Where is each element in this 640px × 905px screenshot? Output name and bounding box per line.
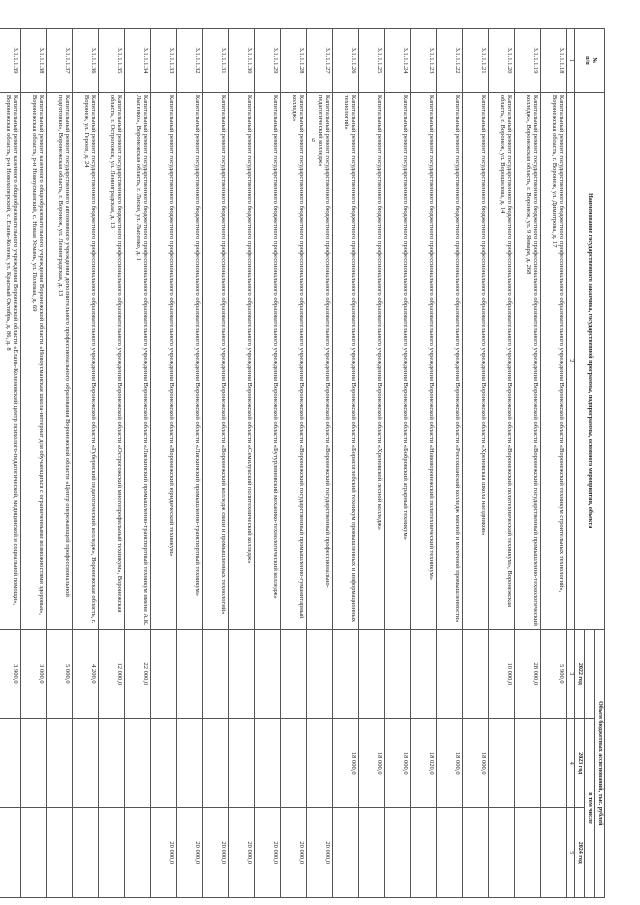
row-number: 3.1.1.1.28: [281, 29, 307, 93]
value-2023: [73, 719, 99, 808]
table-row: [177, 29, 203, 898]
value-2022: [203, 629, 229, 718]
value-2023: [489, 719, 515, 808]
row-name: Капитальный ремонт государственного бюджетного профессионального образовательного учреждения Воронежской области «Воронежский юридический техникум»: [151, 92, 177, 629]
row-number: 3.1.1.1.18: [541, 29, 567, 93]
row-number: 3.1.1.1.19: [515, 29, 541, 93]
value-2022: 12 000,0: [99, 629, 125, 718]
table-row: [21, 29, 47, 898]
value-2024: [437, 808, 463, 898]
value-2022: [385, 629, 411, 718]
row-number: 3.1.1.1.36: [73, 29, 99, 93]
row-name: Капитальный ремонт казенного общеобразовательного учреждения Воронежской области «Новоусманская школа-интернат для обучающихся с ограниченными возможностями здоровья», Воронежская область, р-н Новоусманский, с. Новая Усмань, ул. Полевая, д. 69: [21, 92, 47, 629]
header-num: № п/п: [575, 29, 605, 93]
row-name: Капитальный ремонт государственного бюджетного профессионального образовательного учреждения Воронежской области «Воронежский колледж связи и промышленных технологий»: [203, 92, 229, 629]
value-2023: 18 000,0: [359, 719, 385, 808]
row-number: 3.1.1.1.34: [125, 29, 151, 93]
value-2022: 3 900,0: [0, 629, 21, 718]
header-2022: 2022 год: [575, 629, 585, 718]
value-2024: [21, 808, 47, 898]
table-row: [411, 29, 437, 898]
header-2023: 2023 год: [575, 719, 585, 808]
row-number: 3.1.1.1.23: [411, 29, 437, 93]
rotated-page: [0, 28, 605, 898]
value-2024: 20 000,0: [307, 808, 333, 898]
value-2022: [359, 629, 385, 718]
row-name: Капитальный ремонт государственного бюджетного профессионального образовательного учреждения Воронежской области «Семилукский политехнический колледж»: [229, 92, 255, 629]
table-row: [281, 29, 307, 898]
value-2024: 20 000,0: [255, 808, 281, 898]
value-2023: [541, 719, 567, 808]
table-row: [463, 29, 489, 898]
row-name: Капитальный ремонт государственного автономного учреждения дополнительного профессионального образования Воронежской области «Центр опережающей профессиональной подготовки», Воронежская область, г. Воронеж, ул. Ленинградская, д. 13: [47, 92, 73, 629]
value-2023: 18 000,0: [385, 719, 411, 808]
row-name: Капитальный ремонт государственного бюджетного профессионального образовательного учреждения Воронежской области «Лискинский промышленно-транспортный техникум»: [177, 92, 203, 629]
table-row: [333, 29, 359, 898]
value-2023: [515, 719, 541, 808]
value-2024: [125, 808, 151, 898]
value-2022: 28 000,0: [515, 629, 541, 718]
header-incl: в том числе: [585, 719, 595, 898]
value-2024: [385, 808, 411, 898]
row-name: Капитальный ремонт государственного бюджетного профессионального образовательного учреждения Воронежской области «Лискинский промышленно-транспортный техникум имени А.К. Лысенко», Воронежская область, г. Лиски, ул. Лысенко, д. 1: [125, 92, 151, 629]
row-name: Капитальный ремонт государственного бюджетного профессионального образовательного учреждения Воронежской области «Хреновской лесной колледж»: [359, 92, 385, 629]
value-2024: [515, 808, 541, 898]
row-name: Капитальный ремонт государственного бюджетного профессионального образовательного учреждения Воронежской области «Губернский педагогический колледж», Воронежская область, г. Воронеж, ул. Героев, д. 24: [73, 92, 99, 629]
table-row: [47, 29, 73, 898]
row-number: 3.1.1.1.37: [47, 29, 73, 93]
row-number: 3.1.1.1.33: [151, 29, 177, 93]
header-empty: [585, 629, 595, 718]
value-2024: 20 000,0: [203, 808, 229, 898]
value-2023: [21, 719, 47, 808]
value-2022: 5 900,0: [541, 629, 567, 718]
row-number: 3.1.1.1.24: [385, 29, 411, 93]
row-number: 3.1.1.1.25: [359, 29, 385, 93]
table-row: [255, 29, 281, 898]
row-number: 3.1.1.1.35: [99, 29, 125, 93]
value-2022: 4 200,0: [73, 629, 99, 718]
value-2023: 18 020,0: [411, 719, 437, 808]
col-index: 4: [567, 719, 575, 808]
row-number: 3.1.1.1.32: [177, 29, 203, 93]
row-name: Капитальный ремонт государственного бюджетного профессионального образовательного учреждения Воронежской области «Воронежский техникум строительных технологий», Воронежская область, г. Воронеж, ул. Димитрова, д. 17: [541, 92, 567, 629]
value-2024: [99, 808, 125, 898]
value-2024: [541, 808, 567, 898]
row-number: 3.1.1.1.20: [489, 29, 515, 93]
row-number: 3.1.1.1.21: [463, 29, 489, 93]
row-name: Капитальный ремонт государственного бюджетного профессионального образовательного учреждения Воронежской области «Хреновская школа наездников»: [463, 92, 489, 629]
table-row: [359, 29, 385, 898]
value-2023: [151, 719, 177, 808]
budget-table: [0, 28, 605, 898]
value-2023: [177, 719, 203, 808]
table-row: [73, 29, 99, 898]
value-2022: [463, 629, 489, 718]
row-name: Капитальный ремонт государственного бюджетного профессионального образовательного учреждения Воронежской области «Воронежский государственный промышленно-гуманитарный колледж»: [281, 92, 307, 629]
row-number: 3.1.1.1.30: [229, 29, 255, 93]
value-2022: [151, 629, 177, 718]
value-2022: [307, 629, 333, 718]
value-2023: [255, 719, 281, 808]
row-number: 3.1.1.1.39: [0, 29, 21, 93]
table-row: [151, 29, 177, 898]
value-2022: [177, 629, 203, 718]
table-row: [307, 29, 333, 898]
value-2023: 18 000,0: [463, 719, 489, 808]
row-name: Капитальный ремонт государственного бюджетного профессионального образовательного учреждения Воронежской области «Воронежский государственный промышленно-технологический колледж», Воронежская область, г. Воронеж, ул. 9 Января, д. 268: [515, 92, 541, 629]
row-number: 3.1.1.1.27: [307, 29, 333, 93]
page-number: 6: [312, 138, 315, 144]
row-name: Капитальный ремонт государственного бюджетного профессионального образовательного учреждения Воронежской области «Бутурлиновский механико-технологический колледж»: [255, 92, 281, 629]
value-2024: [73, 808, 99, 898]
value-2022: [229, 629, 255, 718]
value-2022: [281, 629, 307, 718]
value-2024: 20 000,0: [281, 808, 307, 898]
value-2023: [281, 719, 307, 808]
col-index: 2: [567, 92, 575, 629]
value-2023: [203, 719, 229, 808]
value-2022: [411, 629, 437, 718]
row-name: Капитальный ремонт государственного бюджетного профессионального образовательного учреждения Воронежской области «Нововоронежский политехнический техникум»: [411, 92, 437, 629]
value-2023: [229, 719, 255, 808]
table-row: [125, 29, 151, 898]
row-name: Капитальный ремонт казенного общеобразовательного учреждения Воронежской области «Елань-Коленовский центр психолого-педагогической, медицинской и социальной помощи», Воронежская область, р-н Новохоперский, с. Елань-Колено, ул. Красный Октябрь, д. 86, д. 8: [0, 92, 21, 629]
value-2024: 20 000,0: [229, 808, 255, 898]
row-name: Капитальный ремонт государственного бюджетного профессионального образовательного учреждения Воронежской области «Воронежский государственный профессионально-педагогический колледж»: [307, 92, 333, 629]
row-name: Капитальный ремонт государственного бюджетного профессионального образовательного учреждения Воронежской области «Воронежский политехнический техникум», Воронежская область, г. Воронеж, ул. Ворошилова, д. 14: [489, 92, 515, 629]
value-2023: [307, 719, 333, 808]
value-2022: 3 000,0: [21, 629, 47, 718]
row-number: 3.1.1.1.38: [21, 29, 47, 93]
value-2023: 18 000,0: [333, 719, 359, 808]
value-2023: [47, 719, 73, 808]
value-2022: 10 000,0: [489, 629, 515, 718]
header-volume: Объем бюджетных ассигнований, тыс. рублей: [595, 629, 605, 897]
value-2024: 20 000,0: [151, 808, 177, 898]
table-row: [0, 29, 21, 898]
row-number: 3.1.1.1.29: [255, 29, 281, 93]
value-2024: [47, 808, 73, 898]
value-2024: [333, 808, 359, 898]
value-2024: [489, 808, 515, 898]
value-2022: [437, 629, 463, 718]
row-number: 3.1.1.1.31: [203, 29, 229, 93]
table-row: [385, 29, 411, 898]
table-row: [229, 29, 255, 898]
value-2024: [411, 808, 437, 898]
col-index: 5: [567, 808, 575, 898]
value-2022: 22 000,0: [125, 629, 151, 718]
value-2022: [255, 629, 281, 718]
table-row: [515, 29, 541, 898]
row-name: Капитальный ремонт государственного бюджетного профессионального образовательного учреждения Воронежской области «Бобровский аграрный техникум»: [385, 92, 411, 629]
value-2022: 5 000,0: [47, 629, 73, 718]
header-2024: 2024 год: [575, 808, 585, 898]
value-2024: [463, 808, 489, 898]
row-number: 3.1.1.1.22: [437, 29, 463, 93]
value-2023: 18 000,0: [437, 719, 463, 808]
value-2024: 20 000,0: [177, 808, 203, 898]
value-2023: [0, 719, 21, 808]
table-row: [99, 29, 125, 898]
value-2022: [333, 629, 359, 718]
col-index: 3: [567, 629, 575, 718]
row-name: Капитальный ремонт государственного бюджетного профессионального образовательного учреждения Воронежской области «Острогожский многопрофильный техникум», Воронежская область, г. Острогожск, ул. Ленинградская, д. 13: [99, 92, 125, 629]
col-index: 1: [567, 29, 575, 93]
value-2023: [125, 719, 151, 808]
table-row: [541, 29, 567, 898]
value-2024: [0, 808, 21, 898]
table-row: [489, 29, 515, 898]
row-name: Капитальный ремонт государственного бюджетного профессионального образовательного учреждения Воронежской области «Борисоглебский техникум промышленных и информационных технологий»: [333, 92, 359, 629]
table-row: [437, 29, 463, 898]
header-name: Наименование государственного заказчика, государственной программы, подпрограммы, основного мероприятия, объекта: [575, 92, 605, 629]
row-name: Капитальный ремонт государственного бюджетного профессионального образовательного учреждения Воронежской области «Россошанский колледж мясной и молочной промышленности»: [437, 92, 463, 629]
value-2023: [99, 719, 125, 808]
value-2024: [359, 808, 385, 898]
row-number: 3.1.1.1.26: [333, 29, 359, 93]
table-row: [203, 29, 229, 898]
